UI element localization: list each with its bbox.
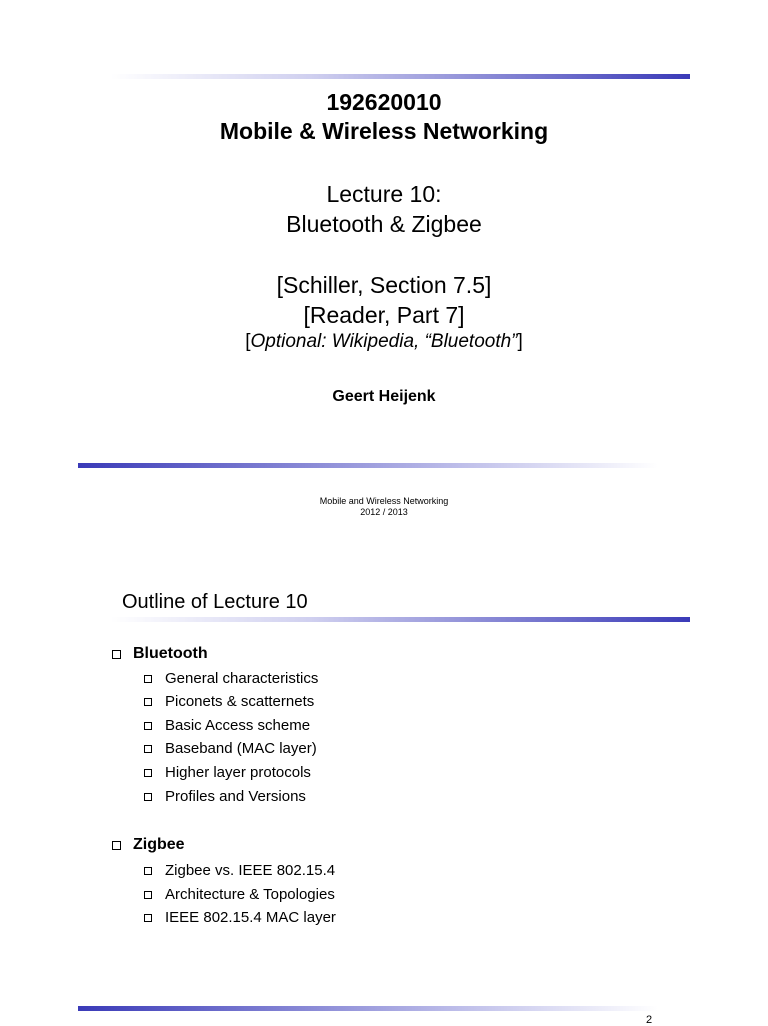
list-item-label: Zigbee vs. IEEE 802.15.4 [165,862,336,879]
list-item-label: IEEE 802.15.4 MAC layer [165,909,336,926]
section-bluetooth [112,645,208,663]
list-item-label: Basic Access scheme [165,717,311,734]
square-bullet-icon [112,841,121,850]
list-item [144,788,306,805]
optional-reference [0,331,768,353]
square-bullet-icon [144,867,152,875]
list-item [144,886,335,903]
author-name: Geert Heijenk [332,388,436,405]
list-item-label: Architecture & Topologies [165,886,335,903]
section-zigbee [112,836,185,854]
list-item-label: Piconets & scatternets [165,693,315,710]
list-item-label: Baseband (MAC layer) [165,740,317,757]
list-item [144,717,310,734]
square-bullet-icon [144,914,152,922]
list-item-label: Higher layer protocols [165,764,311,781]
section-label: Bluetooth [133,645,208,662]
outline-bottom-bar [78,1006,658,1011]
reference-reader: [Reader, Part 7] [303,302,465,328]
square-bullet-icon [112,650,121,659]
bottom-decorative-bar [78,463,658,468]
section-label: Zigbee [133,836,185,853]
optional-reference-text: Optional: Wikipedia, “Bluetooth” [250,331,518,352]
square-bullet-icon [144,769,152,777]
list-item [144,693,314,710]
list-item [144,909,336,926]
list-item-label: Profiles and Versions [165,788,306,805]
square-bullet-icon [144,891,152,899]
top-decorative-bar [110,74,690,79]
list-item [144,862,335,879]
course-code: 192620010 [326,89,442,115]
outline-title: Outline of Lecture 10 [122,591,308,613]
page-number: 2 [646,1014,653,1026]
outline-title-bar [110,617,690,622]
square-bullet-icon [144,698,152,706]
footer-course: Mobile and Wireless Networking [319,496,449,506]
list-item [144,764,311,781]
square-bullet-icon [144,675,152,683]
reference-schiller: [Schiller, Section 7.5] [276,272,492,298]
list-item-label: General characteristics [165,670,319,687]
optional-bracket-close: ] [517,331,523,352]
square-bullet-icon [144,722,152,730]
optional-bracket-open: [ [245,331,251,352]
list-item [144,740,317,757]
lecture-topic: Bluetooth & Zigbee [286,211,482,237]
square-bullet-icon [144,793,152,801]
list-item [144,670,318,687]
course-title: Mobile & Wireless Networking [219,118,549,144]
square-bullet-icon [144,745,152,753]
lecture-number: Lecture 10: [326,181,442,207]
footer-year: 2012 / 2013 [360,507,408,517]
